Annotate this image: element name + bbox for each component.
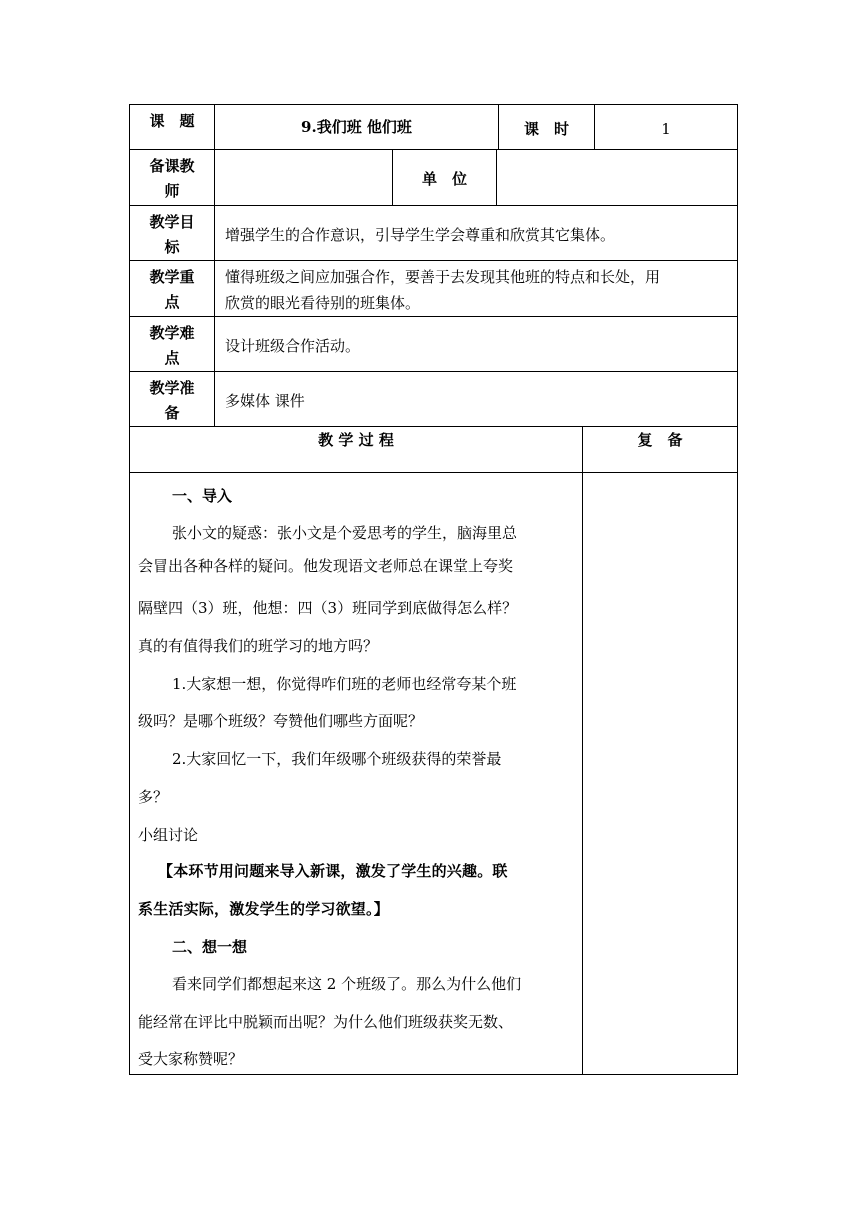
question-line: 多？ xyxy=(138,788,169,806)
focus-value: 懂得班级之间应加强合作，要善于去发现其他班的特点和长处，用 xyxy=(225,268,661,286)
period-value: 1 xyxy=(661,120,671,138)
teacher-label: 师 xyxy=(164,182,180,200)
review-title: 复 备 xyxy=(637,431,683,449)
prep-value: 多媒体 课件 xyxy=(225,392,305,410)
paragraph-line: 能经常在评比中脱颖而出呢？为什么他们班级获奖无数、 xyxy=(138,1013,514,1031)
unit-label: 单 位 xyxy=(421,170,467,188)
paragraph-line: 隔壁四（3）班，他想：四（3）班同学到底做得怎么样？ xyxy=(138,599,518,617)
question-line: 级吗？是哪个班级？夸赞他们哪些方面呢？ xyxy=(138,712,424,730)
process-title: 教 学 过 程 xyxy=(318,431,394,449)
goal-value: 增强学生的合作意识，引导学生学会尊重和欣赏其它集体。 xyxy=(225,226,616,244)
section-heading: 一、导入 xyxy=(172,487,233,505)
paragraph-line: 真的有值得我们的班学习的地方吗？ xyxy=(138,637,379,655)
goal-label: 教学目 xyxy=(149,213,195,231)
paragraph-line: 张小文的疑惑：张小文是个爱思考的学生，脑海里总 xyxy=(172,524,518,542)
table-border-bottom xyxy=(129,1074,738,1075)
focus-label: 点 xyxy=(164,293,180,311)
discussion-label: 小组讨论 xyxy=(138,826,199,844)
goal-label: 标 xyxy=(164,238,180,256)
table-rule xyxy=(129,426,738,427)
table-rule xyxy=(214,104,215,427)
teaching-note: 【本环节用问题来导入新课，激发了学生的兴趣。联 xyxy=(158,862,508,880)
prep-label: 教学准 xyxy=(149,379,195,397)
section-heading: 二、想一想 xyxy=(172,938,248,956)
question-line: 2.大家回忆一下，我们年级哪个班级获得的荣誉最 xyxy=(172,750,502,768)
period-label: 课 时 xyxy=(523,120,569,138)
paragraph-line: 受大家称赞呢？ xyxy=(138,1050,244,1068)
difficulty-label: 教学难 xyxy=(149,324,195,342)
table-rule xyxy=(129,472,738,473)
table-rule xyxy=(496,149,497,206)
focus-label: 教学重 xyxy=(149,268,195,286)
paragraph-line: 看来同学们都想起来这 2 个班级了。那么为什么他们 xyxy=(172,975,522,993)
prep-label: 备 xyxy=(164,404,180,422)
table-rule xyxy=(129,371,738,372)
teaching-note: 系生活实际，激发学生的学习欲望。】 xyxy=(138,900,389,918)
topic-label: 课 题 xyxy=(149,112,195,130)
topic-value: 9.我们班 他们班 xyxy=(301,118,412,136)
difficulty-value: 设计班级合作活动。 xyxy=(225,337,361,355)
table-border-right xyxy=(737,104,738,1075)
table-border-top xyxy=(129,104,738,105)
teacher-label: 备课教 xyxy=(149,157,195,175)
difficulty-label: 点 xyxy=(164,349,180,367)
paragraph-line: 会冒出各种各样的疑问。他发现语文老师总在课堂上夸奖 xyxy=(138,557,514,575)
table-rule xyxy=(129,149,738,150)
table-rule xyxy=(129,205,738,206)
focus-value: 欣赏的眼光看待别的班集体。 xyxy=(225,294,421,312)
table-rule xyxy=(129,260,738,261)
table-rule xyxy=(129,316,738,317)
question-line: 1.大家想一想，你觉得咋们班的老师也经常夸某个班 xyxy=(172,675,517,693)
